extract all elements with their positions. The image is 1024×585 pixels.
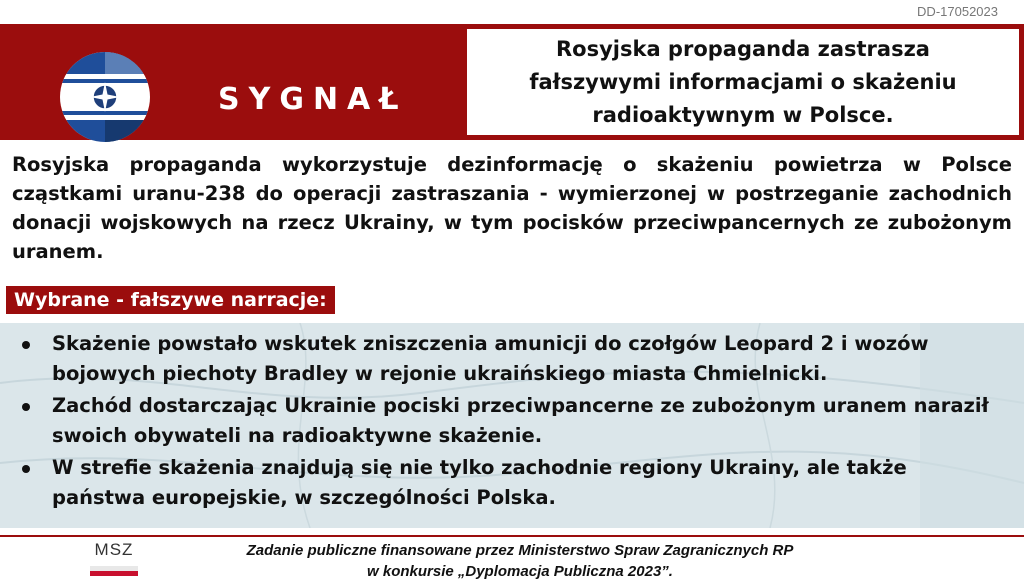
list-item [0, 391, 1024, 451]
footer-funding-note [170, 540, 870, 582]
signal-label: SYGNAŁ [218, 82, 408, 117]
list-item [0, 329, 1024, 389]
msz-logo-text: MSZ [94, 540, 134, 559]
section-label: Wybrane - fałszywe narracje: [6, 286, 335, 314]
list-item-text: W strefie skażenia znajdują się nie tylko zachodnie regiony Ukrainy, ale także państwa europejskie, w szczególności Polska. [52, 456, 907, 509]
list-item-text: Skażenie powstało wskutek zniszczenia amunicji do czołgów Leopard 2 i wozów bojowych piechoty Bradley w rejonie ukraińskiego miasta Chmielnicki. [52, 332, 929, 385]
bullet-icon [22, 465, 30, 473]
narratives-panel [0, 323, 1024, 528]
bullet-icon [22, 403, 30, 411]
footer-line-2: w konkursie „Dyplomacja Publiczna 2023”. [367, 563, 673, 580]
narratives-list [0, 323, 1024, 513]
list-item [0, 453, 1024, 513]
footer-divider [0, 535, 1024, 537]
footer-line-1: Zadanie publiczne finansowane przez Ministerstwo Spraw Zagranicznych RP [246, 542, 794, 559]
title-box [467, 29, 1019, 135]
nato-compass-icon [60, 52, 150, 142]
flag-red-stripe [90, 571, 138, 576]
bullet-icon [22, 341, 30, 349]
page-title: Rosyjska propaganda zastrasza fałszywymi informacjami o skażeniu radioaktywnym w Polsce. [529, 36, 957, 127]
document-id: DD-17052023 [917, 4, 998, 19]
intro-paragraph: Rosyjska propaganda wykorzystuje dezinformację o skażeniu powietrza w Polsce cząstkami uranu-238 do operacji zastraszania - wymierzonej w postrzeganie zachodnich donacji wojskowych na rzecz Ukrainy, w tym pocisków przeciwpancernych ze zubożonym uranem. [12, 153, 1012, 263]
list-item-text: Zachód dostarczając Ukrainie pociski przeciwpancerne ze zubożonym uranem naraził swoich obywateli na radioaktywne skażenie. [52, 394, 989, 447]
msz-logo [84, 540, 144, 582]
